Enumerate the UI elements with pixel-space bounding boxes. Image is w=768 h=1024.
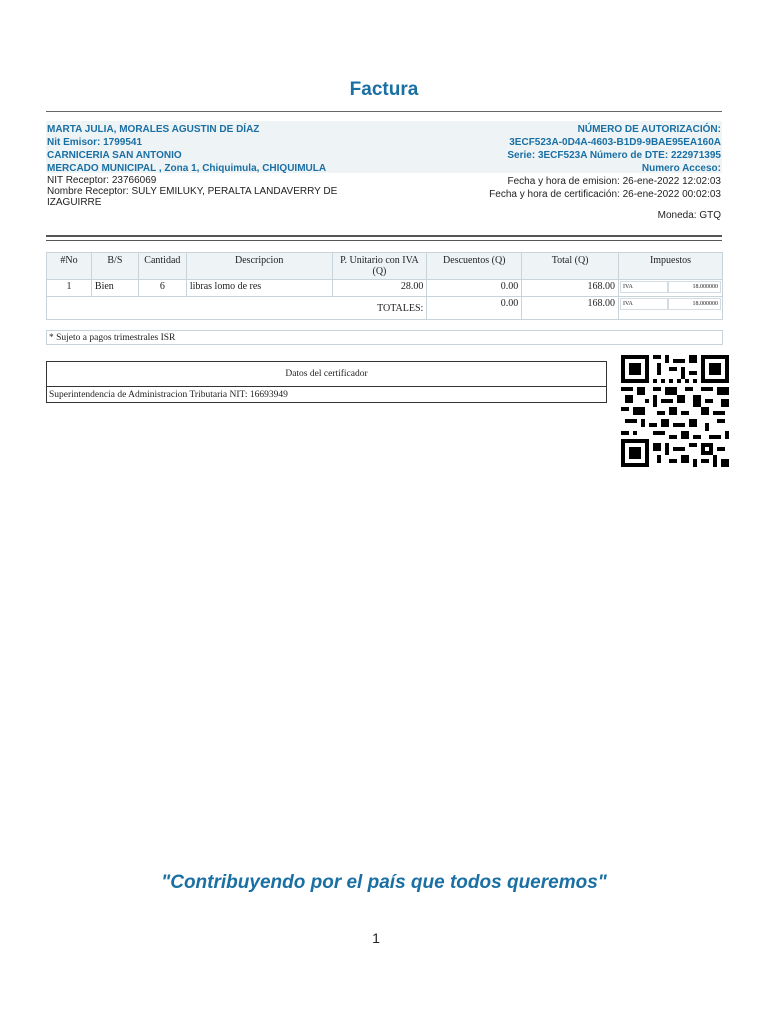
col-header-descripcion: Descripcion — [186, 253, 332, 280]
col-header-no: #No — [47, 253, 92, 280]
autorizacion-block — [507, 123, 721, 175]
certificador-body: Superintendencia de Administracion Tributaria NIT: 16693949 — [47, 387, 607, 403]
receptor-name: Nombre Receptor: SULY EMILUKY, PERALTA LANDAVERRY DE IZAGUIRRE — [47, 186, 338, 208]
certificador-table — [46, 361, 607, 403]
cell-total: 168.00 — [522, 280, 619, 297]
receptor-nit: NIT Receptor: 23766069 — [47, 175, 157, 186]
totals-descuentos: 0.00 — [427, 297, 522, 320]
impuesto-value: 18.000000 — [668, 281, 721, 293]
col-header-impuestos: Impuestos — [619, 253, 723, 280]
emisor-nit: Nit Emisor: 1799541 — [47, 137, 143, 148]
qr-code-icon — [621, 355, 729, 467]
cell-unitario: 28.00 — [332, 280, 427, 297]
totals-row — [47, 297, 723, 320]
cell-impuestos — [619, 280, 723, 297]
table-row — [47, 280, 723, 297]
emisor-block — [47, 123, 326, 175]
autorizacion-label: NÚMERO DE AUTORIZACIÓN: — [577, 124, 721, 135]
isr-note: * Sujeto a pagos trimestrales ISR — [46, 330, 723, 345]
col-header-bs: B/S — [91, 253, 138, 280]
emisor-business: CARNICERIA SAN ANTONIO — [47, 150, 182, 161]
moneda: Moneda: GTQ — [657, 210, 721, 221]
fechas-block — [489, 175, 721, 201]
invoice-title: Factura — [349, 79, 419, 100]
fecha-emision: Fecha y hora de emision: 26-ene-2022 12:02:03 — [507, 176, 721, 187]
totals-impuestos — [619, 297, 723, 320]
receptor-block — [47, 175, 367, 208]
cell-descuentos: 0.00 — [427, 280, 522, 297]
totals-impuesto-value: 18.000000 — [668, 298, 721, 310]
table-header-row — [47, 253, 723, 280]
emisor-address: MERCADO MUNICIPAL , Zona 1, Chiquimula, CHIQUIMULA — [47, 163, 327, 174]
autorizacion-number: 3ECF523A-0D4A-4603-B1D9-9BAE95EA160A — [509, 137, 721, 148]
col-header-cantidad: Cantidad — [138, 253, 186, 280]
emisor-name: MARTA JULIA, MORALES AGUSTIN DE DÍAZ — [47, 124, 260, 135]
totals-label: TOTALES: — [47, 297, 427, 320]
totals-total: 168.00 — [522, 297, 619, 320]
double-divider — [46, 235, 722, 241]
col-header-descuentos: Descuentos (Q) — [427, 253, 522, 280]
col-header-unitario: P. Unitario con IVA (Q) — [332, 253, 427, 280]
cell-no: 1 — [47, 280, 92, 297]
fecha-certificacion: Fecha y hora de certificación: 26-ene-2022 00:02:03 — [489, 189, 721, 200]
items-table — [46, 252, 723, 320]
cell-bs: Bien — [91, 280, 138, 297]
totals-impuesto-name: IVA — [620, 298, 668, 310]
slogan: "Contribuyendo por el país que todos queremos" — [161, 872, 607, 893]
page-number: 1 — [372, 930, 380, 946]
col-header-total: Total (Q) — [522, 253, 619, 280]
impuesto-name: IVA — [620, 281, 668, 293]
top-divider — [46, 111, 722, 112]
certificador-header: Datos del certificador — [47, 362, 607, 387]
serie-dte: Serie: 3ECF523A Número de DTE: 222971395 — [507, 150, 721, 161]
cell-cantidad: 6 — [138, 280, 186, 297]
numero-acceso: Numero Acceso: — [641, 163, 721, 174]
cell-descripcion: libras lomo de res — [186, 280, 332, 297]
